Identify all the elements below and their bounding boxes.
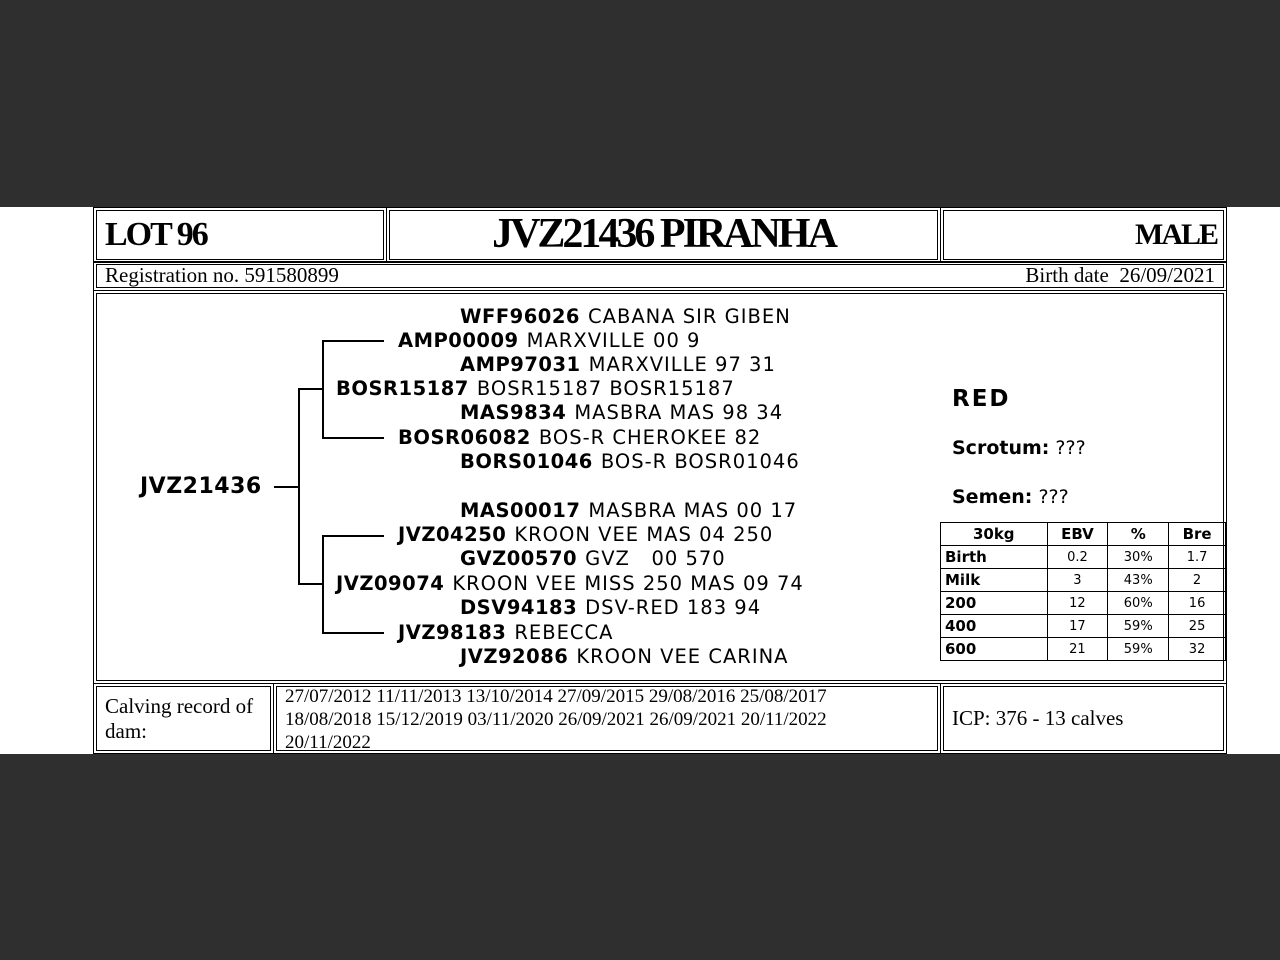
ebv-row [941, 546, 1226, 569]
birth-date-label: Birth date [1025, 263, 1109, 287]
pedigree-dam-dam-sire [460, 596, 761, 620]
pedigree-card [0, 207, 1280, 754]
ebv-row-label: Milk [941, 569, 1048, 592]
animal-name: KROON VEE MISS 250 MAS 09 74 [452, 572, 804, 595]
pedigree-dam [336, 572, 804, 596]
calving-label [105, 694, 253, 744]
calving-dates-line: 20/11/2022 [285, 732, 371, 753]
ebv-percent: 59% [1108, 638, 1169, 661]
animal-name: GVZ 00 570 [585, 547, 726, 570]
ebv-row [941, 569, 1226, 592]
subject-connector [274, 486, 298, 488]
animal-name: BOS-R BOSR01046 [600, 450, 800, 473]
ebv-bre: 32 [1169, 638, 1226, 661]
animal-id: WFF96026 [460, 305, 580, 328]
registration-number: Registration no. 591580899 [105, 263, 339, 287]
calving-dates-box [276, 686, 938, 751]
ebv-percent: 43% [1108, 569, 1169, 592]
icp-summary: ICP: 376 - 13 calves [952, 706, 1124, 730]
ebv-value: 21 [1047, 638, 1108, 661]
animal-id: AMP00009 [398, 329, 519, 352]
semen-label: Semen: [952, 486, 1033, 508]
animal-id: JVZ04250 [398, 523, 507, 546]
animal-id: MAS9834 [460, 401, 567, 424]
animal-name: CABANA SIR GIBEN [588, 305, 791, 328]
ebv-value: 17 [1047, 615, 1108, 638]
animal-id: JVZ98183 [398, 621, 507, 644]
pedigree-sire [336, 377, 735, 401]
ebv-table-wrap [940, 522, 1227, 671]
animal-name: MASBRA MAS 98 34 [574, 401, 784, 424]
animal-id: MAS00017 [460, 499, 581, 522]
ebv-row [941, 592, 1226, 615]
ebv-percent: 30% [1108, 546, 1169, 569]
sire-sire-stub [322, 340, 384, 342]
sire-dam-stub [322, 437, 384, 439]
ebv-bre: 2 [1169, 569, 1226, 592]
parents-bracket [298, 388, 300, 584]
pedigree-subject: JVZ21436 [140, 474, 262, 499]
animal-name: REBECCA [514, 621, 614, 644]
pedigree-dam-sire-sire [460, 499, 797, 523]
icp-box [943, 686, 1224, 751]
title-box [389, 210, 938, 260]
pedigree-sire-sire-dam [460, 353, 776, 377]
ebv-bre: 25 [1169, 615, 1226, 638]
ebv-bre: 1.7 [1169, 546, 1226, 569]
animal-name: BOSR15187 BOSR15187 [476, 377, 735, 400]
animal-name: KROON VEE MAS 04 250 [514, 523, 774, 546]
semen-info [952, 486, 1069, 508]
dam-sire-stub [322, 535, 384, 537]
scrotum-label: Scrotum: [952, 437, 1050, 459]
animal-id: AMP97031 [460, 353, 581, 376]
pedigree-sire-sire-sire [460, 305, 791, 329]
ebv-value: 12 [1047, 592, 1108, 615]
ebv-row [941, 638, 1226, 661]
animal-id: DSV94183 [460, 596, 578, 619]
calving-label-line: dam: [105, 719, 147, 743]
lot-number: LOT 96 [105, 216, 207, 253]
calving-dates-line: 27/07/2012 11/11/2013 13/10/2014 27/09/2015 29/08/2016 25/08/2017 [285, 686, 827, 707]
registration-box [96, 264, 1224, 288]
ebv-header-cell: 30kg [941, 523, 1048, 546]
pedigree-dam-sire-dam [460, 547, 726, 571]
pedigree-dam-dam-dam [460, 645, 789, 669]
ebv-bre: 16 [1169, 592, 1226, 615]
calving-label-box [96, 686, 271, 751]
pedigree-sire-dam-sire [460, 401, 783, 425]
dam-dam-stub [322, 632, 384, 634]
ebv-row-label: 600 [941, 638, 1048, 661]
pedigree-sire-dam-dam [460, 450, 800, 474]
animal-id: BORS01046 [460, 450, 593, 473]
sire-stub [298, 388, 322, 390]
ebv-percent: 59% [1108, 615, 1169, 638]
ebv-header-cell: Bre [1169, 523, 1226, 546]
animal-name: MASBRA MAS 00 17 [588, 499, 798, 522]
birth-date-value: 26/09/2021 [1119, 263, 1215, 287]
ebv-row [941, 615, 1226, 638]
sex-label: MALE [1135, 218, 1217, 251]
ebv-row-label: 400 [941, 615, 1048, 638]
ebv-value: 0.2 [1047, 546, 1108, 569]
coat-color: RED [952, 386, 1011, 412]
animal-id: JVZ92086 [460, 645, 569, 668]
ebv-value: 3 [1047, 569, 1108, 592]
scrotum-value: ??? [1055, 437, 1086, 459]
ebv-header-cell: % [1108, 523, 1169, 546]
dam-bracket [322, 535, 324, 634]
sex-box [943, 210, 1224, 260]
animal-id: BOSR15187 [336, 377, 469, 400]
semen-value: ??? [1038, 486, 1069, 508]
ebv-row-label: Birth [941, 546, 1048, 569]
calving-dates [285, 685, 827, 754]
ebv-header-cell: EBV [1047, 523, 1108, 546]
animal-id: BOSR06082 [398, 426, 531, 449]
pedigree-sire-sire [398, 329, 700, 353]
animal-id: JVZ09074 [336, 572, 445, 595]
lot-box [96, 210, 384, 260]
animal-name: KROON VEE CARINA [576, 645, 789, 668]
animal-name: DSV-RED 183 94 [585, 596, 762, 619]
animal-name: MARXVILLE 97 31 [588, 353, 776, 376]
animal-id: GVZ00570 [460, 547, 578, 570]
ebv-header-row [941, 523, 1226, 546]
ebv-row-label: 200 [941, 592, 1048, 615]
ebv-percent: 60% [1108, 592, 1169, 615]
animal-name: BOS-R CHEROKEE 82 [538, 426, 762, 449]
animal-name: MARXVILLE 00 9 [526, 329, 701, 352]
sire-bracket [322, 340, 324, 439]
pedigree-sire-dam [398, 426, 761, 450]
ebv-table [940, 522, 1226, 661]
birth-date [1025, 263, 1215, 288]
pedigree-dam-sire [398, 523, 773, 547]
calving-label-line: Calving record of [105, 694, 254, 718]
scrotum-info [952, 437, 1086, 459]
animal-title: JVZ21436 PIRANHA [492, 211, 835, 257]
calving-dates-line: 18/08/2018 15/12/2019 03/11/2020 26/09/2021 26/09/2021 20/11/2022 [285, 709, 827, 730]
dam-stub [298, 583, 322, 585]
pedigree-dam-dam [398, 621, 613, 645]
